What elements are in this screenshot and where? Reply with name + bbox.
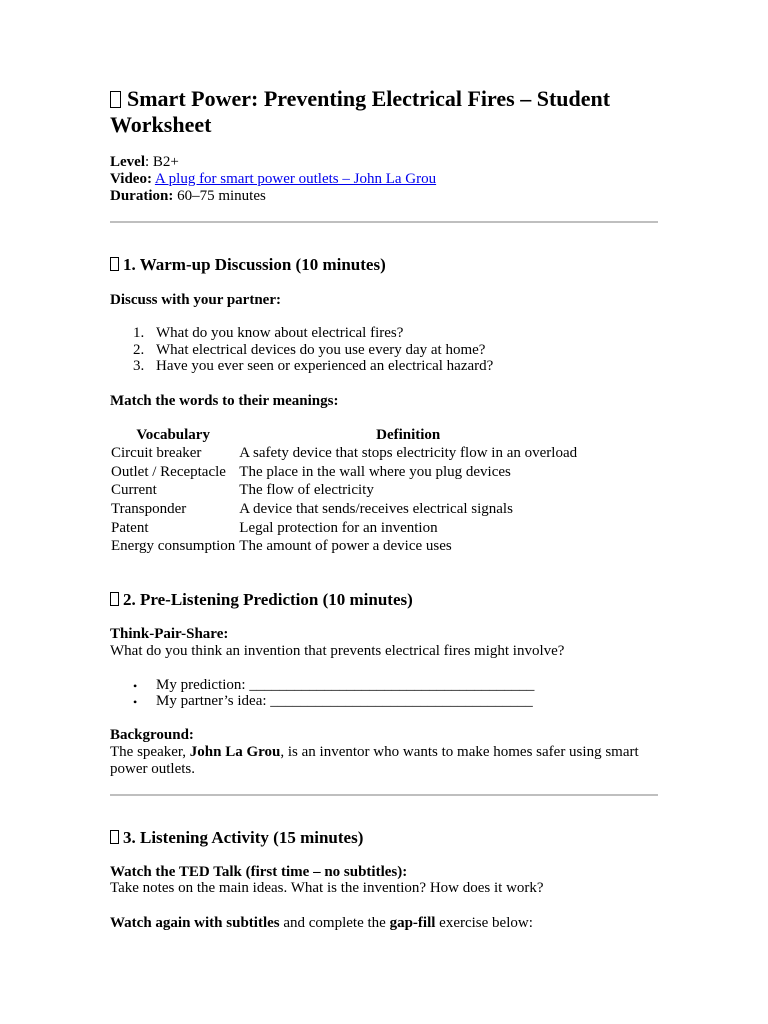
vocab-term: Energy consumption (111, 538, 236, 555)
vocab-definition: Legal protection for an invention (239, 519, 438, 536)
vocab-term: Transponder (111, 500, 187, 517)
watch-first-label: Watch the TED Talk (first time – no subtitles): (110, 864, 408, 880)
duration-value: 60–75 minutes (173, 188, 266, 204)
background-label: Background: (110, 727, 194, 743)
column-header-vocabulary: Vocabulary (136, 426, 210, 443)
duration-label: Duration: (110, 188, 174, 204)
watch-again-end: exercise below: (435, 915, 533, 931)
list-number: 1. (133, 325, 145, 341)
watch-again-mid: and complete the (279, 915, 390, 931)
watch-again-line (110, 915, 533, 932)
video-line (110, 171, 436, 188)
column-header-definition: Definition (376, 426, 441, 443)
table-row (109, 500, 579, 519)
partner-idea-line: My partner’s idea: ___________________________________ (156, 693, 533, 709)
missing-glyph-icon (110, 592, 119, 606)
video-label: Video: (110, 171, 152, 187)
table-row (109, 481, 579, 500)
vocab-definition: The place in the wall where you plug devices (239, 463, 511, 480)
background-text-post: , is an inventor who wants to make homes safer using smart power outlets. (110, 744, 639, 777)
page-title (110, 86, 670, 138)
missing-glyph-icon (110, 257, 119, 271)
video-link[interactable]: A plug for smart power outlets – John La Grou (154, 171, 437, 187)
section-2-heading-text: 2. Pre-Listening Prediction (10 minutes) (123, 590, 413, 609)
question-item: What do you know about electrical fires? (156, 325, 404, 341)
background-text-pre: The speaker, (110, 744, 190, 760)
watch-again-bold: Watch again with subtitles (110, 915, 280, 931)
table-row (109, 519, 579, 538)
duration-line (110, 188, 266, 205)
page-title-text: Smart Power: Preventing Electrical Fires – Student Worksheet (110, 86, 611, 137)
question-item: Have you ever seen or experienced an electrical hazard? (156, 358, 494, 374)
table-header-row (109, 426, 579, 444)
level-line (110, 154, 179, 171)
table-row (109, 444, 579, 463)
missing-glyph-icon (110, 830, 119, 844)
table-row (109, 537, 579, 556)
question-item: What electrical devices do you use every day at home? (156, 342, 486, 358)
list-number: 3. (133, 358, 145, 374)
speaker-name: John La Grou (189, 744, 281, 760)
section-2-heading (110, 590, 413, 610)
section-3-heading-text: 3. Listening Activity (15 minutes) (123, 828, 364, 847)
prediction-line: My prediction: ______________________________________ (156, 677, 535, 693)
level-value: : B2+ (145, 154, 179, 170)
watch-first-text: Take notes on the main ideas. What is the invention? How does it work? (110, 880, 544, 896)
vocab-definition: A safety device that stops electricity flow in an overload (239, 444, 578, 461)
think-pair-share-question: What do you think an invention that prevents electrical fires might involve? (110, 643, 565, 659)
gap-fill-bold: gap-fill (389, 915, 436, 931)
section-1-heading (110, 255, 386, 275)
vocab-term: Circuit breaker (111, 444, 202, 461)
vocab-definition: The amount of power a device uses (239, 538, 452, 555)
vocabulary-table (109, 426, 579, 556)
section-1-heading-text: 1. Warm-up Discussion (10 minutes) (123, 255, 386, 274)
match-prompt: Match the words to their meanings: (110, 393, 339, 409)
level-label: Level (110, 154, 145, 170)
table-row (109, 463, 579, 482)
vocab-term: Outlet / Receptacle (111, 463, 226, 480)
section-3-heading (110, 828, 363, 848)
vocab-term: Patent (111, 519, 149, 536)
bullet-dot: • (133, 695, 138, 709)
think-pair-share-label: Think-Pair-Share: (110, 626, 229, 642)
vocab-term: Current (111, 482, 157, 499)
list-number: 2. (133, 342, 145, 358)
vocab-definition: The flow of electricity (239, 482, 374, 499)
divider (110, 221, 658, 223)
background-text (110, 744, 662, 778)
divider (110, 794, 658, 796)
missing-glyph-icon (110, 91, 121, 108)
discuss-prompt: Discuss with your partner: (110, 292, 281, 308)
vocab-definition: A device that sends/receives electrical signals (239, 500, 513, 517)
bullet-dot: • (133, 679, 138, 693)
